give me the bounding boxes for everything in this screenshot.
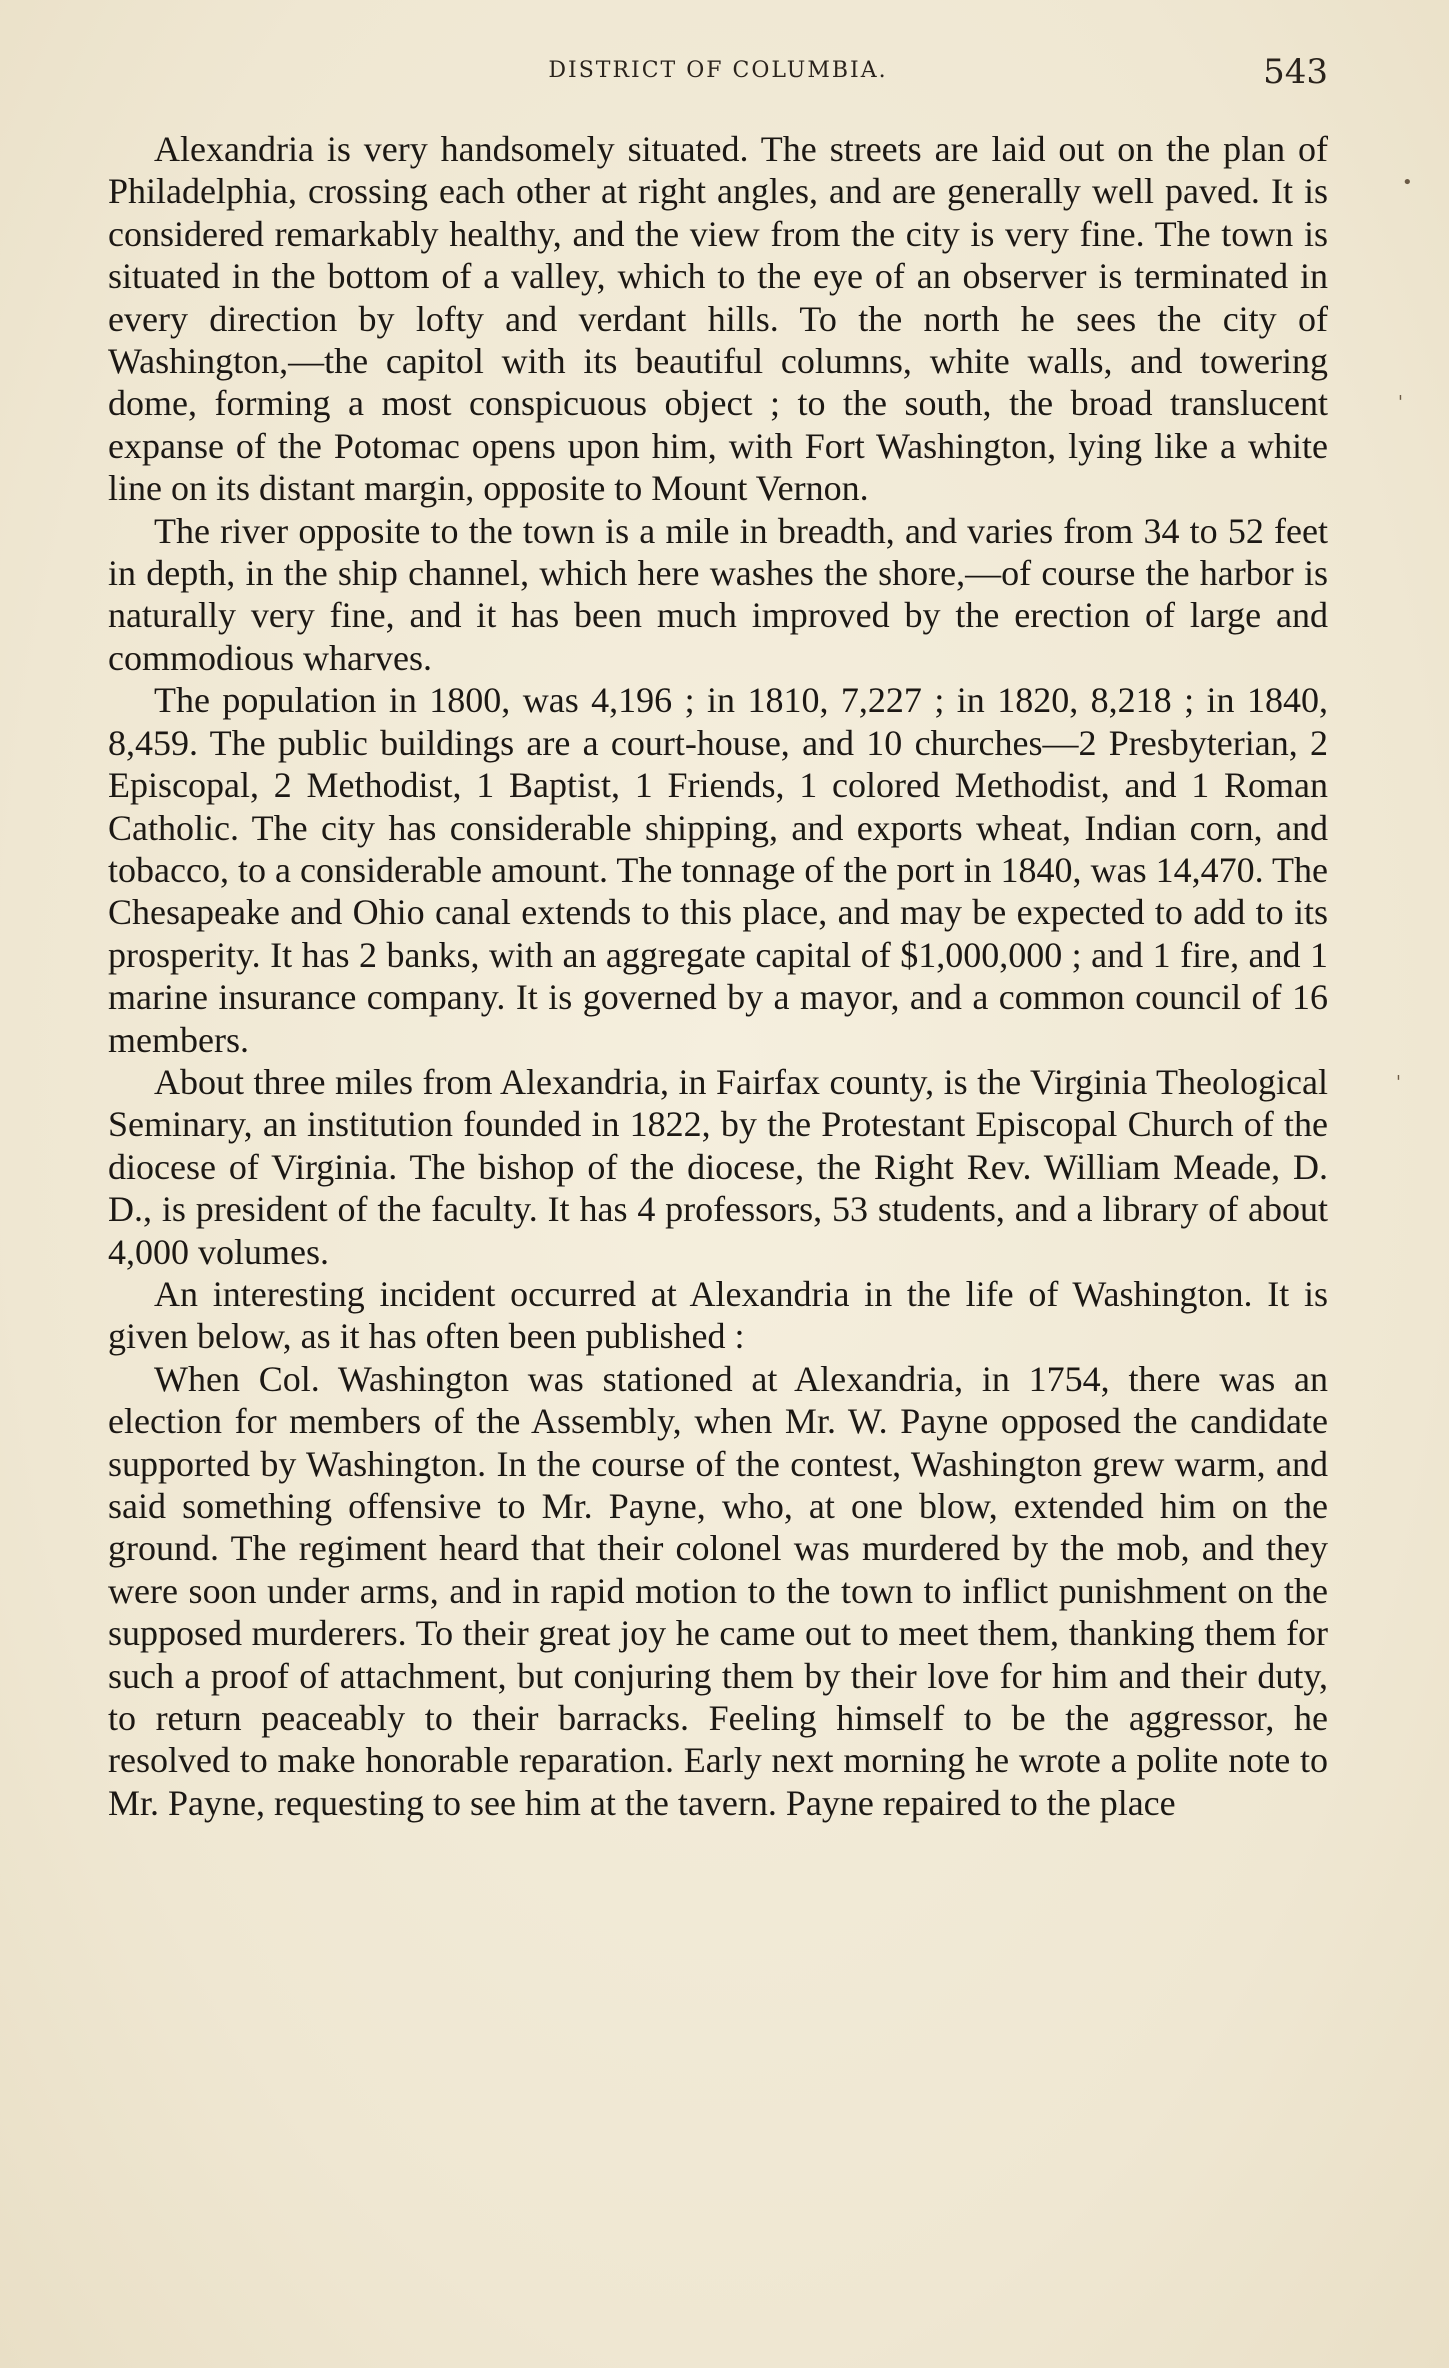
margin-speck: ' [1396,1072,1401,1093]
paragraph-alexandria-description: Alexandria is very handsomely situated. The streets are laid out on the plan of Philadelphia, crossing each other at right angles, and are generally well paved. It is considered remarkably healthy, and the view from the city is very fine. The town is situated in the bottom of a valley, which to the eye of an observer is terminated in every direction by lofty and verdant hills. To the north he sees the city of Washington,—the capitol with its beautiful columns, white walls, and towering dome, forming a most conspicuous object ; to the south, the broad translucent expanse of the Potomac opens upon him, with Fort Washington, lying like a white line on its distant margin, opposite to Mount Vernon. [108,129,1328,509]
paragraph-seminary: About three miles from Alexandria, in Fairfax county, is the Virginia Theological Seminary, an institution founded in 1822, by the Protestant Episcopal Church of the diocese of Virginia. The bishop of the diocese, the Right Rev. William Meade, D. D., is president of the faculty. It has 4 professors, 53 students, and a library of about 4,000 volumes. [108,1061,1328,1272]
body-text [108,128,1328,1824]
paragraph-population: The population in 1800, was 4,196 ; in 1810, 7,227 ; in 1820, 8,218 ; in 1840, 8,459. The public buildings are a court-house, and 10 churches—2 Presbyterian, 2 Episcopal, 2 Methodist, 1 Baptist, 1 Friends, 1 colored Methodist, and 1 Roman Catholic. The city has considerable shipping, and exports wheat, Indian corn, and tobacco, to a considerable amount. The tonnage of the port in 1840, was 14,470. The Chesapeake and Ohio canal extends to this place, and may be expected to add to its prosperity. It has 2 banks, with an aggregate capital of $1,000,000 ; and 1 fire, and 1 marine insurance company. It is governed by a mayor, and a common council of 16 members. [108,680,1328,1060]
page-header [108,52,1328,92]
margin-speck: • [1402,172,1413,193]
page-number: 543 [1263,52,1328,92]
paragraph-washington-anecdote: When Col. Washington was stationed at Alexandria, in 1754, there was an election for members of the Assembly, when Mr. W. Payne opposed the candidate supported by Washington. In the course of the contest, Washington grew warm, and said something offensive to Mr. Payne, who, at one blow, extended him on the ground. The regiment heard that their colonel was murdered by the mob, and they were soon under arms, and in rapid motion to the town to inflict punishment on the supposed murderers. To their great joy he came out to meet them, thanking them for such a proof of attachment, but conjuring them by their love for him and their duty, to return peaceably to their barracks. Feeling himself to be the aggressor, he resolved to make honorable reparation. Early next morning he wrote a polite note to Mr. Payne, requesting to see him at the tavern. Payne repaired to the place [108,1358,1328,1823]
paragraph-incident-intro: An interesting incident occurred at Alexandria in the life of Washington. It is given below, as it has often been published : [108,1273,1328,1357]
paragraph-river: The river opposite to the town is a mile in breadth, and varies from 34 to 52 feet in depth, in the ship channel, which here washes the shore,—of course the harbor is naturally very fine, and it has been much improved by the erection of large and commodious wharves. [108,510,1328,678]
running-head: DISTRICT OF COLUMBIA. [548,58,888,83]
margin-speck: ' [1398,392,1403,413]
